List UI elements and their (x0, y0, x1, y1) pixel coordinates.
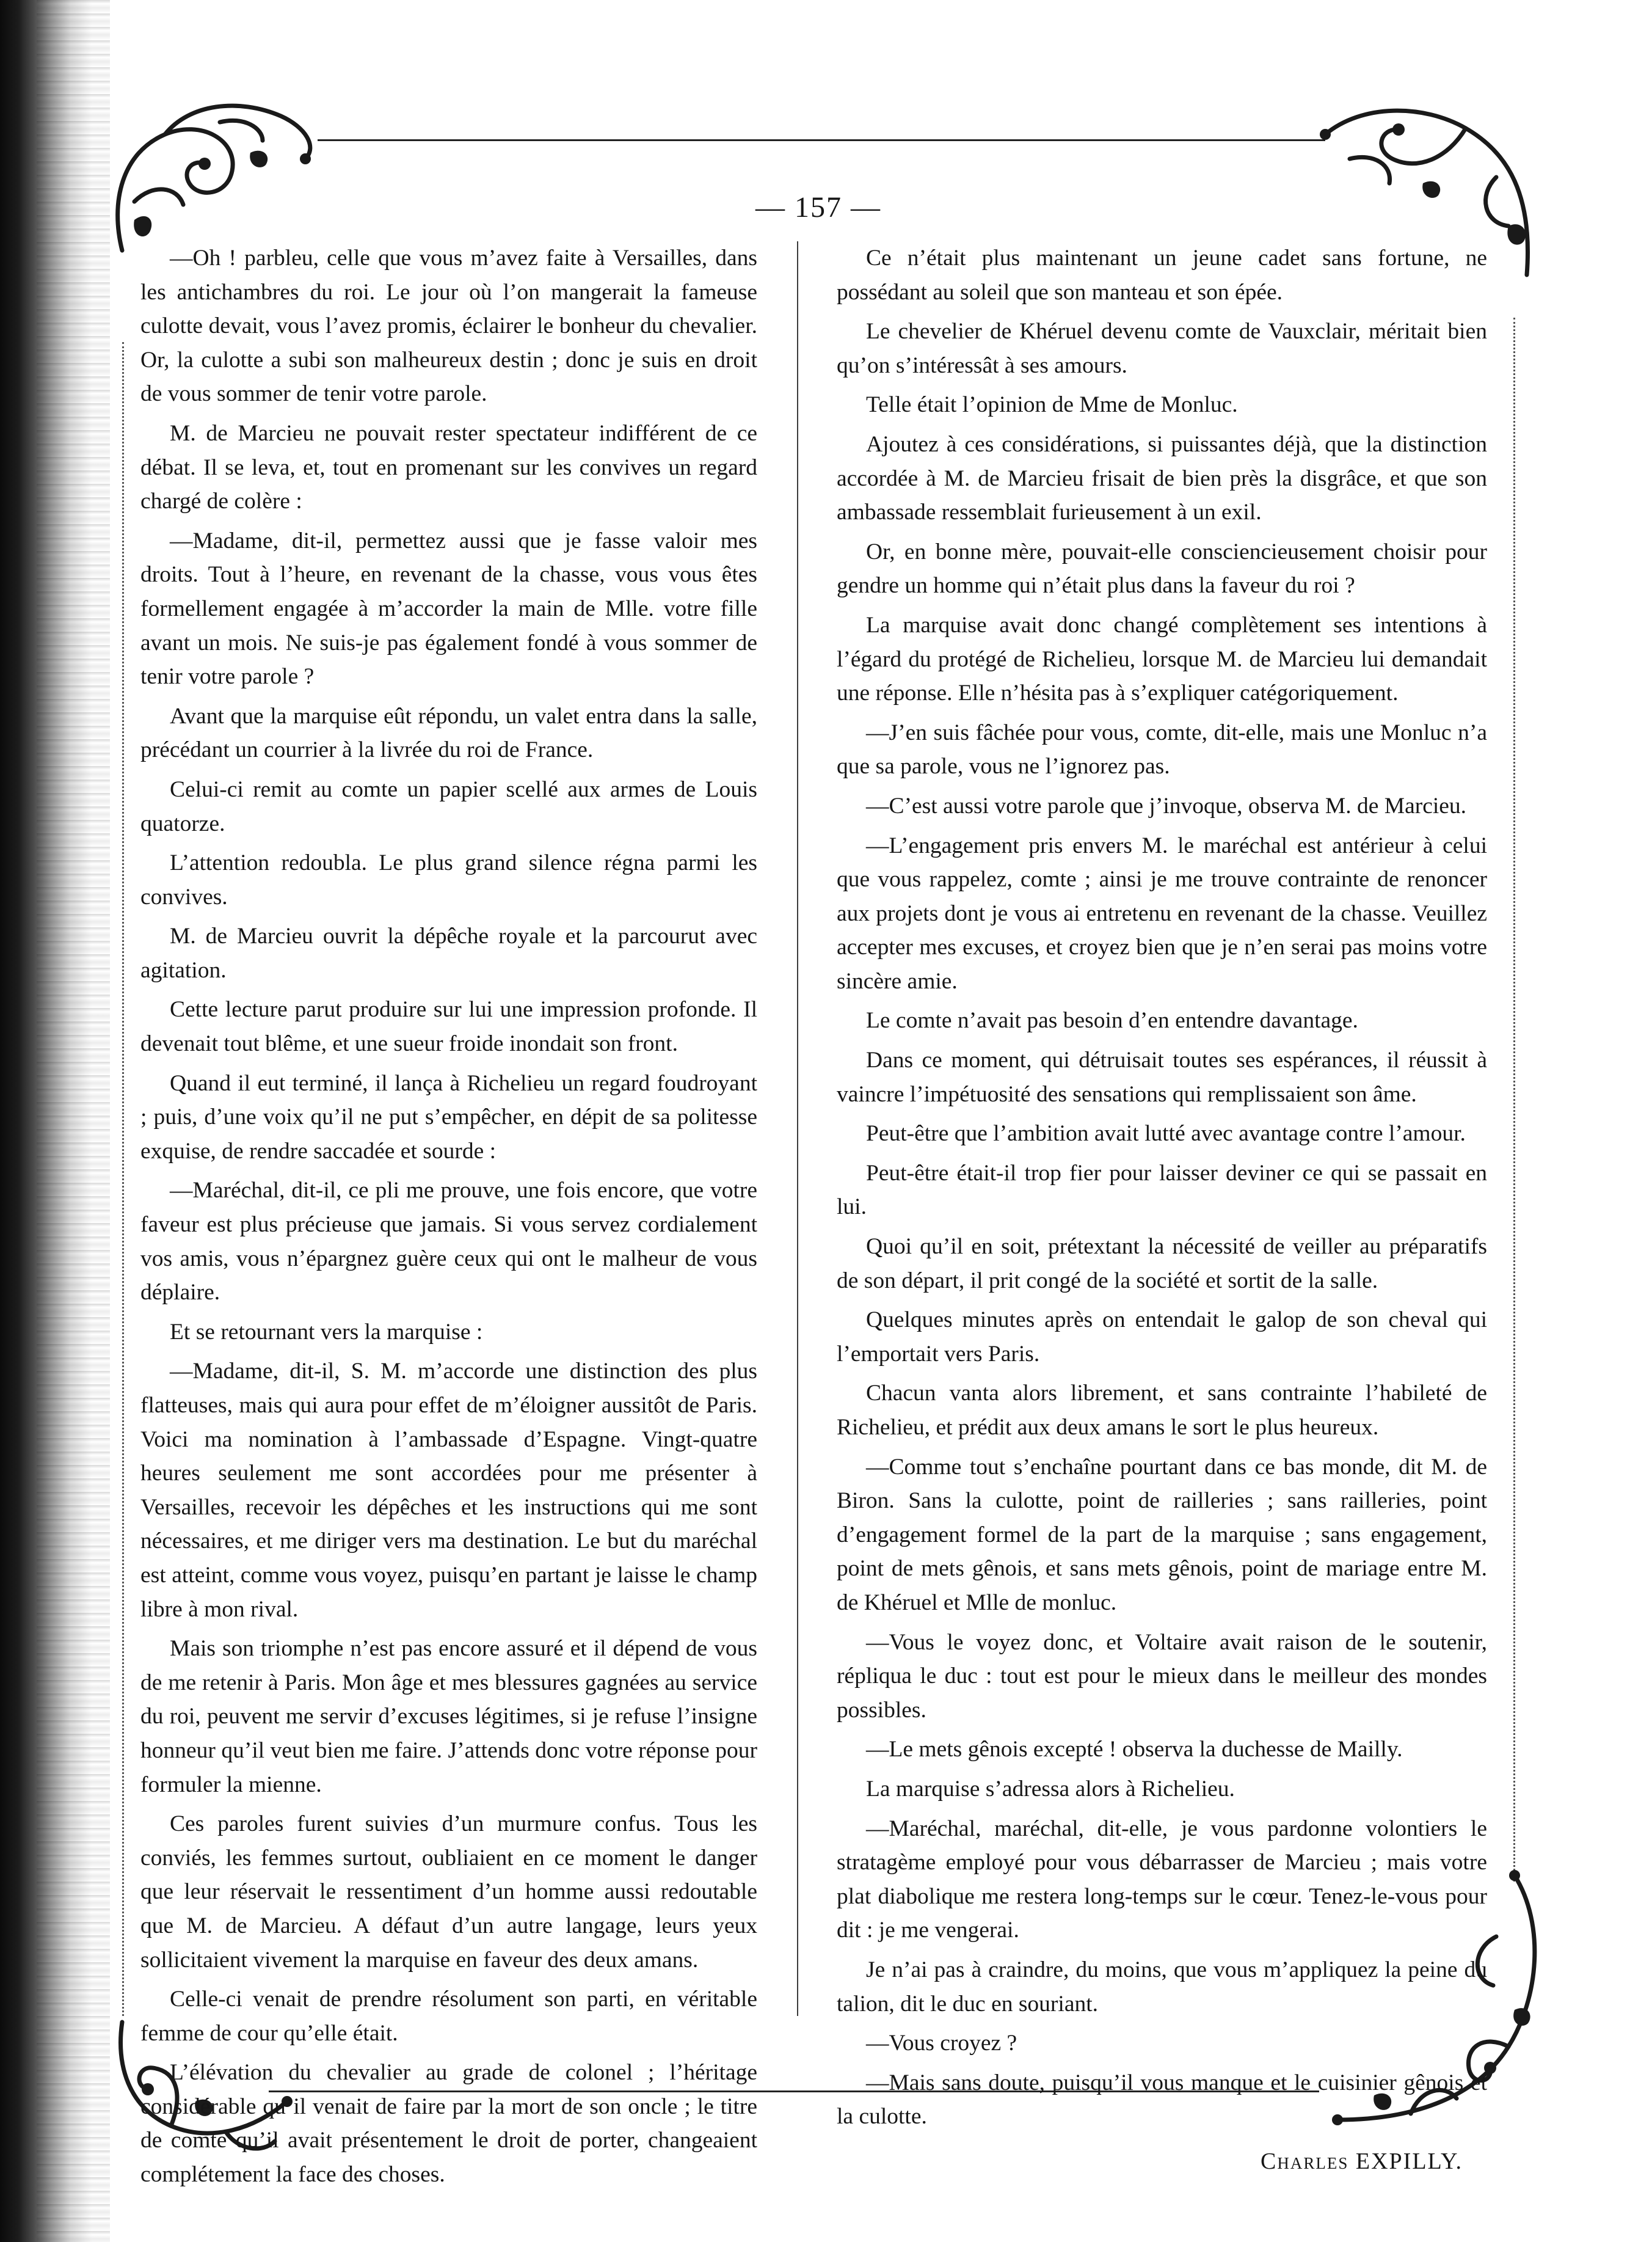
paragraph: —Madame, dit-il, S. M. m’accorde une distinction des plus flatteuses, mais qui aura pour effet de m’éloigner aussitôt de Paris. Voici ma nomination à l’ambassade d’Espagne. Vingt-quatre heures seulement me sont accordées pour me présenter à Versailles, recevoir les dépêches et les instructions qui me sont nécessaires, et me diriger vers ma destination. Le but du maréchal est atteint, comme vous voyez, puisqu’en partant je laisse le champ libre à mon rival. (140, 1359, 757, 1622)
author-signature: Charles EXPILLY. (1261, 2148, 1463, 2174)
left-text-column (140, 241, 757, 2197)
paragraph: —Maréchal, dit-il, ce pli me prouve, une fois encore, que votre faveur est plus précieuse que jamais. Si vous servez cordialement vos amis, vous n’épargnez guère ceux qui ont le malheur de vous déplaire. (140, 1178, 757, 1305)
frame-left-rule (122, 342, 129, 2016)
frame-top-rule (318, 139, 1325, 148)
paragraph: Dans ce moment, qui détruisait toutes ses espérances, il réussit à vaincre l’impétuosité des sensations qui remplissaient son âme. (837, 1048, 1487, 1107)
paragraph: Telle était l’opinion de Mme de Monluc. (866, 392, 1238, 418)
paragraph: Ajoutez à ces considérations, si puissantes déjà, que la distinction accordée à M. de Marcieu frisait de bien près la disgrâce, et que son ambassade ressemblait furieusement à un exil. (837, 431, 1487, 525)
paragraph: L’attention redoubla. Le plus grand silence régna parmi les convives. (140, 850, 757, 910)
paragraph: —C’est aussi votre parole que j’invoque, observa M. de Marcieu. (866, 793, 1467, 819)
paragraph: Le comte n’avait pas besoin d’en entendre davantage. (866, 1008, 1358, 1034)
paragraph: M. de Marcieu ne pouvait rester spectateur indifférent de ce débat. Il se leva, et, tout en promenant sur les convives un regard chargé de colère : (140, 420, 757, 514)
right-text-column (837, 241, 1487, 2178)
paragraph: La marquise s’adressa alors à Richelieu. (866, 1776, 1235, 1802)
paragraph: Le chevelier de Khéruel devenu comte de Vauxclair, méritait bien qu’on s’intéressât à ses amours. (837, 319, 1487, 378)
frame-right-rule (1508, 318, 1515, 1882)
paragraph: —J’en suis fâchée pour vous, comte, dit-elle, mais une Monluc n’a que sa parole, vous ne l’ignorez pas. (837, 720, 1487, 780)
paragraph: Quelques minutes après on entendait le galop de son cheval qui l’emportait vers Paris. (837, 1307, 1487, 1367)
paragraph: Peut-être que l’ambition avait lutté avec avantage contre l’amour. (866, 1121, 1466, 1147)
paragraph: Peut-être était-il trop fier pour laisser deviner ce qui se passait en lui. (837, 1160, 1487, 1220)
paragraph: —Madame, dit-il, permettez aussi que je fasse valoir mes droits. Tout à l’heure, en revenant de la chasse, vous vous êtes formellement engagée à m’accorder la main de Mlle. votre fille avant un mois. Ne suis-je pas également fondé à vous sommer de tenir votre parole ? (140, 528, 757, 690)
paragraph: Avant que la marquise eût répondu, un valet entra dans la salle, précédant un courrier à la livrée du roi de France. (140, 703, 757, 763)
paragraph: L’élévation du chevalier au grade de colonel ; l’héritage considérable qu’il venait de faire par la mort de son oncle ; le titre de comte qu’il avait présentement le droit de porter, changeaient complétement la face des choses. (140, 2060, 757, 2188)
paragraph: —Mais sans doute, puisqu’il vous manque et le cuisinier gênois et la culotte. (837, 2070, 1487, 2130)
paragraph: —Vous croyez ? (866, 2031, 1017, 2056)
paragraph: —Le mets gênois excepté ! observa la duchesse de Mailly. (866, 1737, 1403, 1762)
column-divider (797, 241, 798, 2016)
paragraph: Ces paroles furent suivies d’un murmure confus. Tous les conviés, les femmes surtout, oubliaient en ce moment le danger que leur réservait le ressentiment d’un homme aussi redoutable que M. de Marcieu. A défaut d’un autre langage, leurs yeux sollicitaient vivement la marquise en faveur des deux amans. (140, 1811, 757, 1973)
paragraph: Quoi qu’il en soit, prétextant la nécessité de veiller au préparatifs de son départ, il prit congé de la société et sortit de la salle. (837, 1234, 1487, 1293)
paragraph: —Comme tout s’enchaîne pourtant dans ce bas monde, dit M. de Biron. Sans la culotte, point de railleries ; sans railleries, point d’engagement formel de la part de la marquise ; sans engagement, point de mets gênois, et sans mets gênois, point de mariage entre M. de Khéruel et Mlle de monluc. (837, 1454, 1487, 1615)
scan-gutter-texture (37, 0, 110, 2242)
paragraph: Cette lecture parut produire sur lui une impression profonde. Il devenait tout blême, et une sueur froide inondait son front. (140, 997, 757, 1057)
paragraph: —L’engagement pris envers M. le maréchal est antérieur à celui que vous rappelez, comte ; ainsi je me trouve contrainte de renoncer aux projets dont je vous ai entretenu en revenant de la chasse. Veuillez accepter mes excuses, et croyez bien que je n’en serai pas moins votre sincère amie. (837, 833, 1487, 994)
paragraph: —Oh ! parbleu, celle que vous m’avez faite à Versailles, dans les antichambres du roi. Le jour où l’on mangerait la fameuse culotte devait, vous l’avez promis, éclairer le bonheur du chevalier. Or, la culotte a subi son malheureux destin ; donc je suis en droit de vous sommer de tenir votre parole. (140, 246, 757, 407)
paragraph: Je n’ai pas à craindre, du moins, que vous m’appliquez la peine du talion, dit le duc en souriant. (837, 1957, 1487, 2017)
paragraph: M. de Marcieu ouvrit la dépêche royale et la parcourut avec agitation. (140, 924, 757, 983)
paragraph: Et se retournant vers la marquise : (170, 1319, 483, 1345)
paragraph: Quand il eut terminé, il lança à Richelieu un regard foudroyant ; puis, d’une voix qu’il ne put s’empêcher, en dépit de sa politesse exquise, de rendre saccadée et sourde : (140, 1070, 757, 1164)
scroll-ornament-top-left-icon (98, 79, 330, 263)
paragraph: —Vous le voyez donc, et Voltaire avait raison de le soutenir, répliqua le duc : tout est pour le mieux dans le meilleur des mondes possibles. (837, 1629, 1487, 1723)
paragraph: Chacun vanta alors librement, et sans contrainte l’habileté de Richelieu, et prédit aux deux amans le sort le plus heureux. (837, 1381, 1487, 1440)
paragraph: La marquise avait donc changé complètement ses intentions à l’égard du protégé de Richelieu, lorsque M. de Marcieu lui demandait une réponse. Elle n’hésita pas à s’expliquer catégoriquement. (837, 612, 1487, 706)
paragraph: Ce n’était plus maintenant un jeune cadet sans fortune, ne possédant au soleil que son manteau et son épée. (837, 246, 1487, 305)
paragraph: Or, en bonne mère, pouvait-elle consciencieusement choisir pour gendre un homme qui n’était plus dans la faveur du roi ? (837, 539, 1487, 599)
paragraph: Celle-ci venait de prendre résolument son parti, en véritable femme de cour qu’elle était. (140, 1987, 757, 2046)
page-number: — 157 — (755, 191, 881, 224)
paragraph: Celui-ci remit au comte un papier scellé aux armes de Louis quatorze. (140, 776, 757, 836)
paragraph: —Maréchal, maréchal, dit-elle, je vous pardonne volontiers le stratagème employé pour vous débarrasser de Marcieu ; mais votre plat diabolique me restera long-temps sur le cœur. Tenez-le-vous pour dit : je me vengerai. (837, 1816, 1487, 1943)
paragraph: Mais son triomphe n’est pas encore assuré et il dépend de vous de me retenir à Paris. Mon âge et mes blessures gagnées au service du roi, peuvent me servir d’excuses légitimes, si je refuse l’insigne honneur qu’il veut bien me faire. J’attends donc votre réponse pour formuler la mienne. (140, 1636, 757, 1797)
